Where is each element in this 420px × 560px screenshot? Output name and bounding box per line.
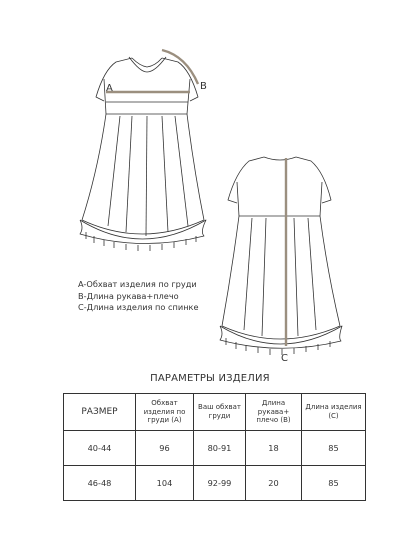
legend-item-b: B-Длина рукава+плечо bbox=[78, 290, 179, 301]
header-your-chest: Ваш обхват груди bbox=[194, 394, 246, 431]
header-sleeve-length: Длина рукава+ плечо (В) bbox=[246, 394, 302, 431]
header-dress-length: Длина изделия (С) bbox=[302, 394, 366, 431]
cell-dress-length: 85 bbox=[302, 431, 366, 466]
measurement-legend bbox=[78, 279, 199, 314]
measurement-b-line bbox=[162, 50, 198, 84]
table-row bbox=[64, 431, 366, 466]
header-size: РАЗМЕР bbox=[64, 394, 136, 431]
cell-your-chest: 80-91 bbox=[194, 431, 246, 466]
dress-back-view bbox=[220, 157, 342, 355]
legend-item-c: C-Длина изделия по спинке bbox=[78, 302, 199, 312]
cell-dress-length: 85 bbox=[302, 466, 366, 501]
size-parameters-table bbox=[63, 393, 366, 501]
cell-sleeve-length: 20 bbox=[246, 466, 302, 501]
dress-front-view bbox=[80, 57, 206, 251]
cell-sleeve-length: 18 bbox=[246, 431, 302, 466]
table-header-row bbox=[64, 394, 366, 431]
cell-chest-girth: 96 bbox=[136, 431, 194, 466]
table-row bbox=[64, 466, 366, 501]
label-a: A bbox=[106, 83, 113, 94]
cell-size: 40-44 bbox=[64, 431, 136, 466]
legend-item-a: A-Обхват изделия по груди bbox=[78, 279, 197, 289]
table-title: ПАРАМЕТРЫ ИЗДЕЛИЯ bbox=[150, 373, 270, 384]
cell-chest-girth: 104 bbox=[136, 466, 194, 501]
label-b: B bbox=[200, 81, 207, 92]
cell-your-chest: 92-99 bbox=[194, 466, 246, 501]
header-chest-girth: Обхват изделия по груди (А) bbox=[136, 394, 194, 431]
label-c: C bbox=[281, 353, 288, 364]
cell-size: 46-48 bbox=[64, 466, 136, 501]
